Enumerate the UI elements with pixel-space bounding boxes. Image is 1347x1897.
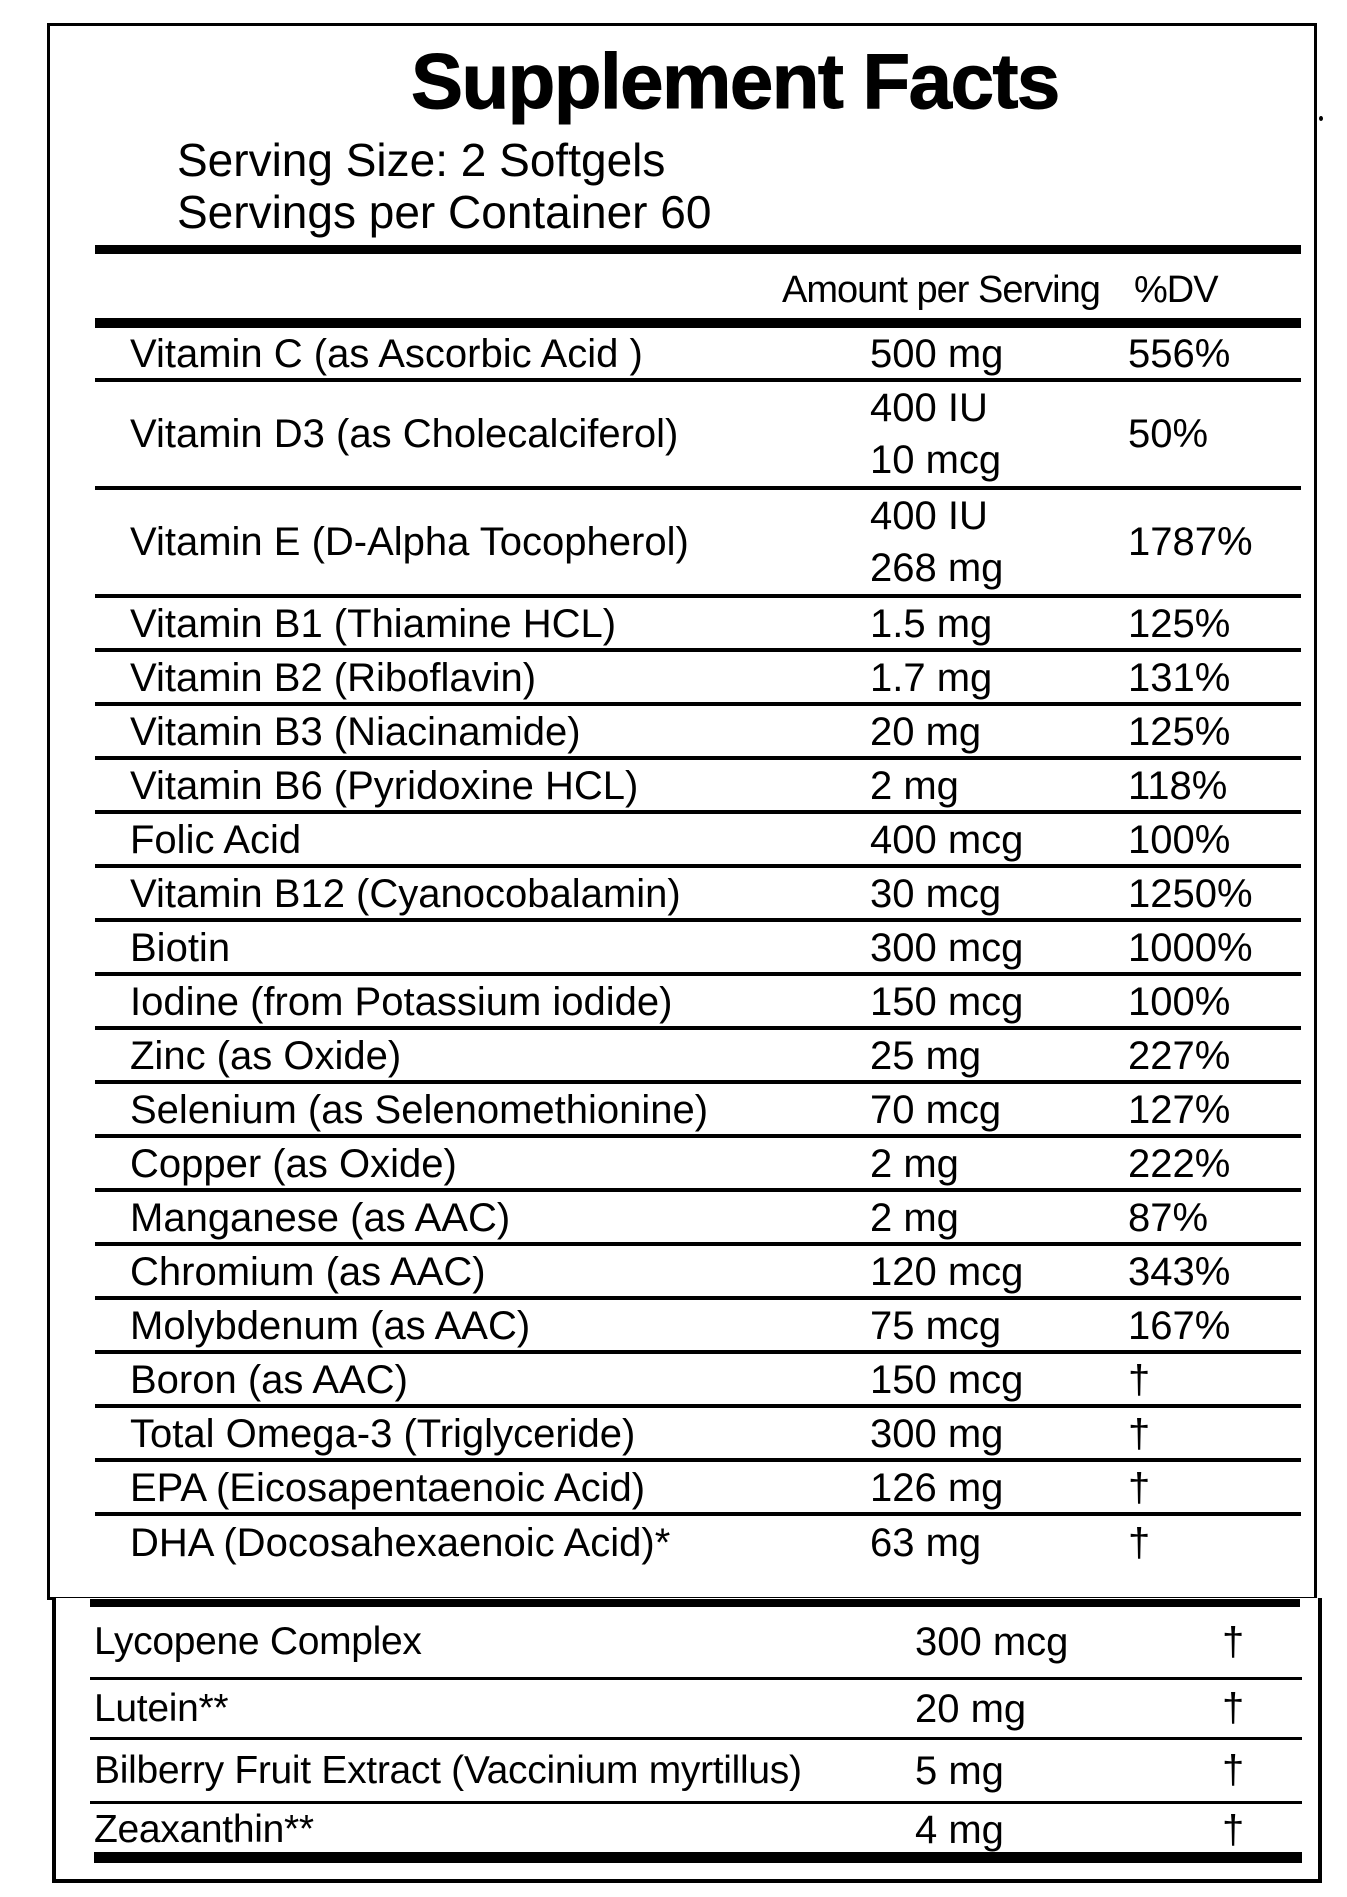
serving-size-line: Serving Size: 2 Softgels (177, 134, 666, 186)
supplement-facts-panel (47, 23, 1317, 1600)
dv-value: † (1222, 1686, 1245, 1730)
dv-value: † (1128, 1357, 1151, 1402)
amount-value: 25 mg (870, 1034, 982, 1078)
amount-value: 20 mg (915, 1686, 1027, 1731)
table-row (95, 382, 1301, 490)
amount-cell (870, 382, 1128, 486)
table-row (95, 1354, 1301, 1408)
ingredient-name: Vitamin B3 (Niacinamide) (130, 709, 581, 754)
amount-value: 300 mg (870, 1412, 1004, 1456)
table-row (95, 706, 1301, 760)
panel-top-bar (90, 1599, 1300, 1607)
amount-value: 10 mcg (870, 438, 1002, 482)
ingredient-name: Vitamin B2 (Riboflavin) (130, 655, 537, 700)
amount-value: 500 mg (870, 332, 1004, 376)
dv-value: 167% (1128, 1303, 1231, 1348)
table-row (90, 1607, 1302, 1680)
amount-value: 300 mcg (870, 926, 1024, 970)
amount-cell (870, 1408, 1128, 1460)
main-ingredients-table (95, 262, 1301, 1570)
table-row (95, 1516, 1301, 1570)
thick-rule (95, 245, 1301, 254)
dv-value: 556% (1128, 331, 1231, 376)
main-table-rows (95, 328, 1301, 1570)
dv-value: † (1128, 1465, 1151, 1510)
amount-cell (870, 706, 1128, 758)
table-row (90, 1804, 1302, 1854)
ingredient-name: Manganese (as AAC) (130, 1195, 511, 1240)
amount-value: 5 mg (915, 1748, 1004, 1793)
dv-value: 50% (1128, 411, 1209, 456)
dv-value: 222% (1128, 1141, 1231, 1186)
amount-cell (870, 1138, 1128, 1190)
table-row (95, 760, 1301, 814)
ingredient-name: Vitamin C (as Ascorbic Acid ) (130, 331, 643, 376)
amount-cell (870, 976, 1128, 1028)
table-row (95, 652, 1301, 706)
table-row (95, 1408, 1301, 1462)
ingredient-name: Total Omega-3 (Triglyceride) (130, 1411, 636, 1456)
ingredient-name: Vitamin B1 (Thiamine HCL) (130, 601, 617, 646)
amount-value: 400 IU (870, 494, 988, 538)
dv-value: † (1222, 1807, 1245, 1852)
ingredient-name: Copper (as Oxide) (130, 1141, 457, 1186)
amount-cell (870, 1517, 1128, 1569)
amount-cell (870, 1354, 1128, 1406)
dv-value: 100% (1128, 979, 1231, 1024)
table-row (95, 1246, 1301, 1300)
amount-cell (870, 1462, 1128, 1514)
amount-cell (870, 868, 1128, 920)
amount-cell (915, 1745, 1222, 1797)
amount-value: 75 mcg (870, 1304, 1002, 1348)
table-row (95, 1300, 1301, 1354)
amount-value: 120 mcg (870, 1250, 1024, 1294)
servings-per-container-line: Servings per Container 60 (177, 186, 712, 238)
amount-cell (870, 922, 1128, 974)
panel-bottom-bar (94, 1852, 1302, 1863)
amount-cell (870, 1300, 1128, 1352)
table-row (95, 1084, 1301, 1138)
table-row (95, 598, 1301, 652)
amount-cell (870, 760, 1128, 812)
table-row (95, 922, 1301, 976)
amount-cell (915, 1616, 1222, 1668)
ingredient-name: Vitamin E (D-Alpha Tocopherol) (130, 519, 689, 564)
amount-value: 2 mg (870, 764, 959, 808)
dv-value: 125% (1128, 601, 1231, 646)
amount-cell (870, 328, 1128, 380)
amount-cell (870, 1246, 1128, 1298)
dv-value: 227% (1128, 1033, 1231, 1078)
ingredient-name: Vitamin D3 (as Cholecalciferol) (130, 411, 679, 456)
table-row (95, 976, 1301, 1030)
table-row (95, 1192, 1301, 1246)
amount-cell (870, 1084, 1128, 1136)
ingredient-name: Folic Acid (130, 817, 302, 862)
table-row (95, 1462, 1301, 1516)
table-row (95, 1030, 1301, 1084)
amount-value: 4 mg (915, 1808, 1004, 1852)
amount-value: 400 mcg (870, 818, 1024, 862)
ingredient-name: Iodine (from Potassium iodide) (130, 979, 673, 1024)
dv-value: 125% (1128, 709, 1231, 754)
supplement-facts-title: Supplement Facts (411, 37, 1059, 125)
ingredient-name: Zeaxanthin** (94, 1808, 314, 1851)
ingredient-name: Boron (as AAC) (130, 1357, 408, 1402)
ingredient-name: DHA (Docosahexaenoic Acid)* (130, 1520, 671, 1565)
table-row (90, 1680, 1302, 1740)
amount-value: 2 mg (870, 1196, 959, 1240)
amount-value: 1.7 mg (870, 656, 993, 700)
dv-value: 131% (1128, 655, 1231, 700)
dv-value: † (1128, 1411, 1151, 1456)
dv-value: 1250% (1128, 871, 1253, 916)
dv-value: 87% (1128, 1195, 1209, 1240)
ingredient-name: Lycopene Complex (94, 1620, 422, 1663)
ingredient-name: Lutein** (94, 1686, 229, 1730)
scan-artifact-speck (1319, 116, 1323, 121)
amount-value: 300 mcg (915, 1620, 1069, 1664)
ingredient-name: Biotin (130, 925, 231, 970)
dv-value: 118% (1128, 763, 1228, 808)
amount-value: 1.5 mg (870, 602, 993, 646)
amount-value: 126 mg (870, 1466, 1004, 1510)
ingredient-name: EPA (Eicosapentaenoic Acid) (130, 1465, 646, 1510)
amount-cell (870, 1030, 1128, 1082)
amount-value: 20 mg (870, 710, 982, 754)
amount-cell (870, 814, 1128, 866)
ingredient-name: Bilberry Fruit Extract (Vaccinium myrtillus) (94, 1748, 802, 1792)
additional-ingredients-table (90, 1607, 1302, 1854)
amount-value: 268 mg (870, 546, 1004, 590)
dv-value: 1787% (1128, 519, 1253, 564)
table-row (95, 814, 1301, 868)
amount-cell (870, 598, 1128, 650)
amount-cell (870, 652, 1128, 704)
amount-value: 63 mg (870, 1521, 982, 1565)
dv-header: %DV (1134, 269, 1218, 311)
table-row (90, 1740, 1302, 1804)
amount-cell (870, 490, 1128, 594)
amount-value: 2 mg (870, 1142, 959, 1186)
ingredient-name: Vitamin B6 (Pyridoxine HCL) (130, 763, 639, 808)
table-row (95, 490, 1301, 598)
amount-per-serving-header: Amount per Serving (782, 269, 1100, 311)
ingredient-name: Zinc (as Oxide) (130, 1033, 402, 1078)
ingredient-name: Vitamin B12 (Cyanocobalamin) (130, 871, 681, 916)
table-row (95, 1138, 1301, 1192)
additional-ingredients-panel (52, 1598, 1322, 1883)
additional-table-rows (90, 1607, 1302, 1854)
dv-value: † (1128, 1520, 1151, 1565)
dv-value: 127% (1128, 1087, 1231, 1132)
dv-value: 1000% (1128, 925, 1253, 970)
amount-value: 150 mcg (870, 980, 1024, 1024)
dv-value: 343% (1128, 1249, 1231, 1294)
amount-cell (915, 1804, 1222, 1856)
ingredient-name: Chromium (as AAC) (130, 1249, 486, 1294)
amount-value: 30 mcg (870, 872, 1002, 916)
dv-value: 100% (1128, 817, 1231, 862)
column-header-row (95, 262, 1301, 328)
ingredient-name: Molybdenum (as AAC) (130, 1303, 531, 1348)
amount-cell (915, 1683, 1222, 1735)
amount-value: 400 IU (870, 386, 988, 430)
amount-cell (870, 1192, 1128, 1244)
amount-value: 70 mcg (870, 1088, 1002, 1132)
serving-info (177, 134, 711, 238)
table-row (95, 868, 1301, 922)
dv-value: † (1222, 1619, 1245, 1664)
ingredient-name: Selenium (as Selenomethionine) (130, 1087, 709, 1132)
table-row (95, 328, 1301, 382)
dv-value: † (1222, 1748, 1245, 1792)
amount-value: 150 mcg (870, 1358, 1024, 1402)
